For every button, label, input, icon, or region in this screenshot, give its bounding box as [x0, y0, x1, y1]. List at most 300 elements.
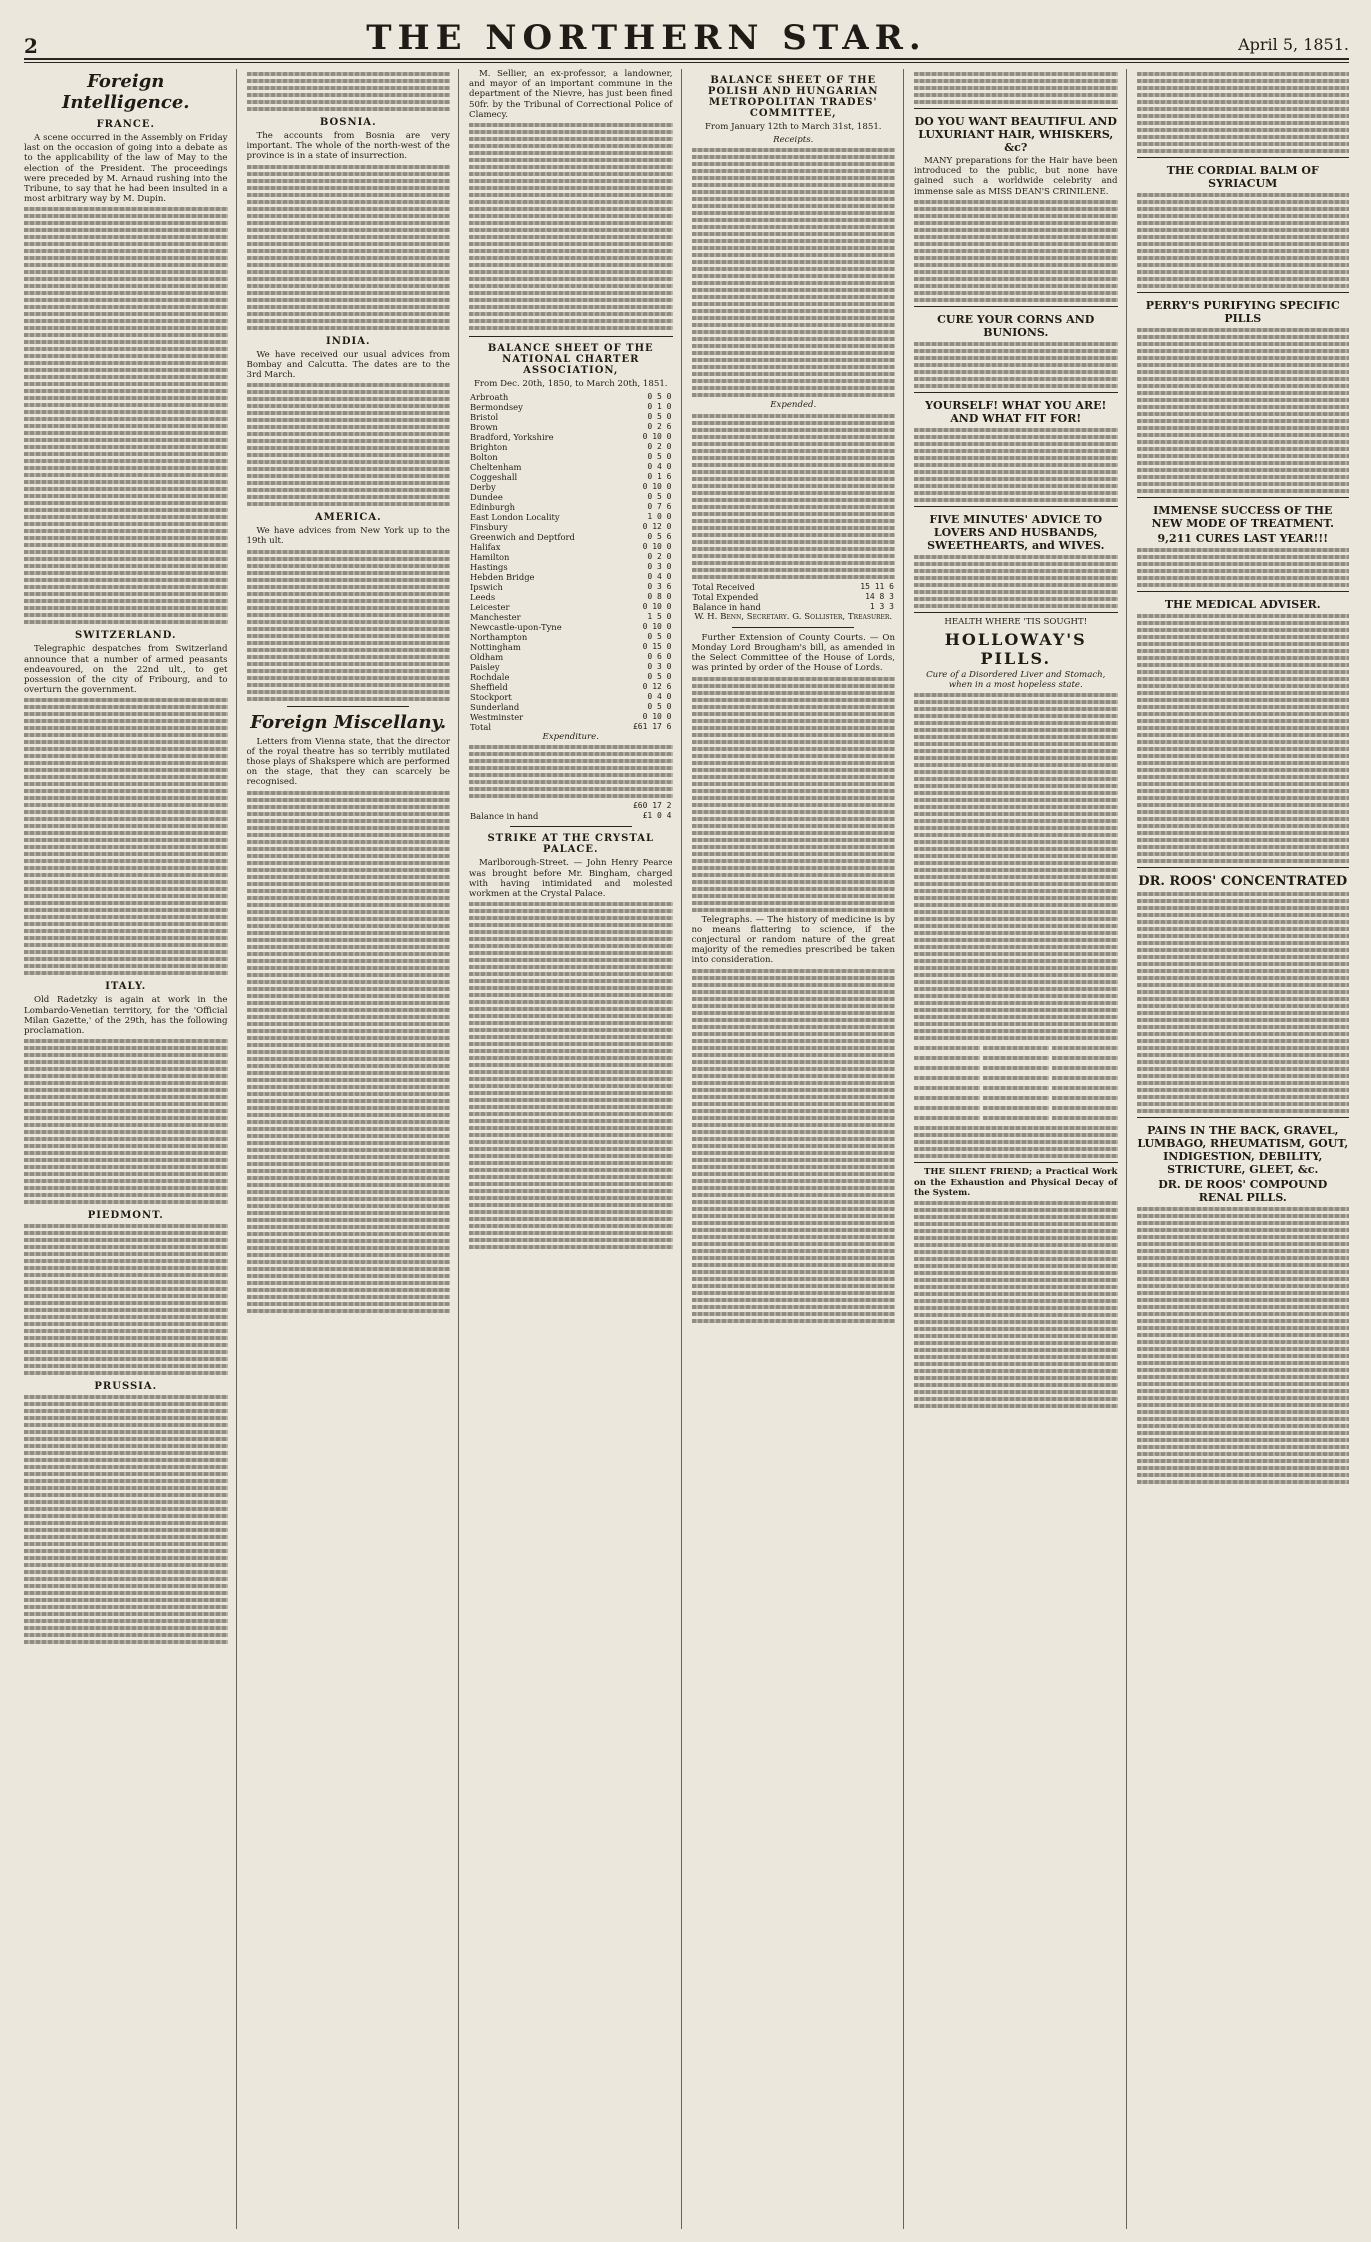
text-line [692, 684, 896, 688]
advert-medical-adviser [1137, 591, 1350, 863]
text-line [692, 1319, 896, 1323]
heading-bosnia: BOSNIA. [319, 117, 377, 128]
text-line [469, 1154, 673, 1158]
text-line [247, 994, 451, 998]
advert-holloway-heading: HOLLOWAY'S PILLS. [944, 630, 1087, 669]
text-line [24, 964, 228, 968]
receipt-place: Cheltenham [470, 462, 522, 473]
text-line [1137, 1340, 1350, 1344]
receipt-row [469, 472, 673, 482]
text-line [692, 990, 896, 994]
text-line [24, 396, 228, 400]
text-line [914, 1147, 1118, 1151]
heading-prussia: PRUSSIA. [94, 1381, 158, 1393]
text-line [692, 1242, 896, 1246]
text-line [469, 1063, 673, 1067]
text-line [24, 452, 228, 456]
text-line [247, 1253, 451, 1257]
text-line [247, 1176, 451, 1180]
text-line [24, 354, 228, 358]
text-line [469, 305, 673, 309]
text-line [692, 831, 896, 835]
text-line [469, 773, 673, 777]
text-line [24, 284, 228, 288]
text-line [247, 200, 451, 204]
text-line [469, 1245, 673, 1249]
text-line [24, 1465, 228, 1469]
text-line [692, 1151, 896, 1155]
text-line [247, 179, 451, 183]
text-line [692, 470, 896, 474]
text-line [247, 432, 451, 436]
text-line [1137, 983, 1350, 987]
text-line [24, 557, 228, 561]
text-line [1137, 1221, 1350, 1225]
text-line [469, 1070, 673, 1074]
text-line [24, 873, 228, 877]
text-line [914, 1022, 1118, 1026]
receipt-place: Sheffield [470, 682, 508, 693]
text-line [469, 214, 673, 218]
text-line [914, 966, 1118, 970]
text-line [914, 917, 1118, 921]
text-line [24, 1444, 228, 1448]
text-line [1137, 1298, 1350, 1302]
text-line [692, 239, 896, 243]
text-line [469, 151, 673, 155]
text-line [1137, 1277, 1350, 1281]
advert-immense-success [1137, 497, 1350, 587]
text-line [247, 875, 451, 879]
text-line [24, 1109, 228, 1113]
text-line [692, 253, 896, 257]
text-line [914, 1133, 1118, 1137]
text-line [247, 1309, 451, 1313]
text-line [24, 501, 228, 505]
receipt-place: Derby [470, 482, 496, 493]
text-line [247, 613, 451, 617]
text-line [914, 1390, 1118, 1394]
receipt-row [469, 552, 673, 562]
text-line [247, 1232, 451, 1236]
text-line [914, 604, 1118, 608]
text-line [1137, 121, 1350, 125]
text-line [692, 575, 896, 579]
text-line [914, 1046, 980, 1050]
text-line [692, 281, 896, 285]
text-line [469, 752, 673, 756]
text-line [24, 431, 228, 435]
text-line [469, 745, 673, 749]
text-line [247, 495, 451, 499]
text-line [1137, 391, 1350, 395]
receipt-amount: 0 15 0 [642, 642, 672, 652]
receipt-row [469, 502, 673, 512]
text-line [24, 1556, 228, 1560]
text-line [469, 951, 673, 955]
text-line [692, 1004, 896, 1008]
text-line [1137, 906, 1350, 910]
text-line [914, 1362, 1118, 1366]
text-line [247, 917, 451, 921]
advert-hair-heading: DO YOU WANT BEAUTIFUL AND LUXURIANT HAIR, WHISKERS, &c? [914, 115, 1117, 154]
text-line [692, 260, 896, 264]
text-line [914, 784, 1118, 788]
advert-holloway [914, 612, 1118, 1159]
receipts-label: Receipts. [773, 135, 814, 146]
receipt-row [469, 562, 673, 572]
text-line [914, 370, 1118, 374]
text-line [914, 987, 1118, 991]
text-line [1137, 1270, 1350, 1274]
text-line [1137, 899, 1350, 903]
text-line [1137, 1382, 1350, 1386]
text-line [692, 845, 896, 849]
text-line [24, 1088, 228, 1092]
advert-silent-friend [914, 1162, 1118, 1408]
total-label: Total [470, 722, 492, 733]
text-line [692, 1207, 896, 1211]
text-line [914, 1264, 1118, 1268]
text-line [24, 326, 228, 330]
text-line [914, 1383, 1118, 1387]
text-line [24, 747, 228, 751]
text-line [247, 550, 451, 554]
text-line [24, 263, 228, 267]
receipt-row [469, 522, 673, 532]
text-line [692, 442, 896, 446]
receipt-amount: 0 4 0 [647, 462, 672, 472]
text-line [914, 1086, 980, 1090]
text-line [24, 1640, 228, 1644]
text-line [24, 1584, 228, 1588]
text-line [469, 1105, 673, 1109]
text-line [24, 480, 228, 484]
text-line [914, 597, 1118, 601]
text-line [692, 1123, 896, 1127]
text-line [914, 875, 1118, 879]
text-line [247, 585, 451, 589]
advert-roos-concentrated [1137, 867, 1350, 1113]
text-line [914, 763, 1118, 767]
advert-five-minutes [914, 506, 1118, 608]
text-line [914, 428, 1118, 432]
article-miscellany: Letters from Vienna state, that the director of the royal theatre has so terribly mutilated those plays of Shakspere which are performed on the stage, that they can scarcely be recognised. [246, 736, 450, 788]
text-line [914, 86, 1118, 90]
balance-sheet-title: BALANCE SHEET OF THE NATIONAL CHARTER ASSOCIATION, [487, 343, 654, 377]
polish-balance-title: BALANCE SHEET OF THE POLISH AND HUNGARIAN METROPOLITAN TRADES' COMMITTEE, [707, 75, 879, 119]
receipt-place: Northampton [470, 632, 528, 643]
text-line [247, 319, 451, 323]
text-line [469, 1000, 673, 1004]
text-line [247, 1085, 451, 1089]
text-line [1137, 1389, 1350, 1393]
text-line [914, 959, 1118, 963]
text-line [1137, 228, 1350, 232]
newspaper-title: THE NORTHERN STAR. [366, 18, 927, 58]
text-line [1137, 562, 1350, 566]
text-line [247, 627, 451, 631]
text-line [24, 256, 228, 260]
advert-pains-in-back [1137, 1117, 1350, 1484]
receipt-row [469, 422, 673, 432]
text-line [247, 896, 451, 900]
text-line [24, 1402, 228, 1406]
text-line [469, 158, 673, 162]
text-line [24, 592, 228, 596]
text-line [1137, 656, 1350, 660]
text-line [24, 1472, 228, 1476]
text-line [914, 491, 1118, 495]
text-line [24, 1437, 228, 1441]
text-line [247, 1260, 451, 1264]
receipt-row [469, 412, 673, 422]
text-line [24, 1514, 228, 1518]
text-line [692, 1144, 896, 1148]
text-line [469, 923, 673, 927]
text-line [1137, 803, 1350, 807]
text-line [914, 994, 1118, 998]
text-line [469, 319, 673, 323]
advert-silent-friend-heading: THE SILENT FRIEND; a Practical Work on the Exhaustion and Physical Decay of the System. [914, 1167, 1118, 1198]
text-line [469, 207, 673, 211]
text-line [24, 221, 228, 225]
text-line [692, 1039, 896, 1043]
text-line [24, 340, 228, 344]
text-line [692, 1263, 896, 1267]
text-line [24, 375, 228, 379]
receipt-row [469, 392, 673, 402]
section-heading-foreign-intelligence: Foreign Intelligence. [61, 71, 190, 113]
receipt-amount: 1 0 0 [647, 512, 672, 522]
text-line [247, 1246, 451, 1250]
text-line [914, 498, 1118, 502]
text-line [247, 861, 451, 865]
text-line [247, 1225, 451, 1229]
receipt-row [469, 582, 673, 592]
text-line [24, 1231, 228, 1235]
text-line [469, 930, 673, 934]
text-line [1137, 1466, 1350, 1470]
text-line [692, 484, 896, 488]
text-line [1137, 1361, 1350, 1365]
text-line [24, 1116, 228, 1120]
receipt-place: Halifax [470, 542, 501, 553]
text-line [24, 971, 228, 975]
text-line [1137, 200, 1350, 204]
text-line [914, 384, 1118, 388]
text-line [1137, 356, 1350, 360]
text-line [692, 976, 896, 980]
text-line [1137, 775, 1350, 779]
expended-label: Expended. [770, 400, 817, 411]
text-line [247, 655, 451, 659]
divider [732, 627, 854, 628]
text-line [24, 1179, 228, 1183]
article-county-courts: Further Extension of County Courts. — On Monday Lord Brougham's bill, as amended in the Select Committee of the House of Lords, was printed by order of the House of Lords. [691, 632, 895, 674]
text-line [24, 578, 228, 582]
text-line [692, 323, 896, 327]
text-line [1137, 1459, 1350, 1463]
text-line [24, 908, 228, 912]
text-line [1137, 1312, 1350, 1316]
text-line [24, 228, 228, 232]
text-line [914, 569, 1118, 573]
text-line [914, 242, 1118, 246]
receipt-row [469, 572, 673, 582]
text-line [469, 909, 673, 913]
advert-roos-heading: DR. ROOS' CONCENTRATED [1138, 874, 1348, 889]
advert-five-minutes-heading: FIVE MINUTES' ADVICE TO LOVERS AND HUSBANDS, SWEETHEARTS, and WIVES. [927, 512, 1105, 552]
text-line [692, 330, 896, 334]
text-line [692, 880, 896, 884]
receipt-row [469, 592, 673, 602]
text-line [692, 358, 896, 362]
receipt-place: Bolton [470, 452, 498, 463]
text-line [1137, 1207, 1350, 1211]
receipt-place: Hamilton [470, 552, 510, 563]
text-line [469, 986, 673, 990]
receipt-row [469, 642, 673, 652]
polish-balance-label: Balance in hand [692, 601, 761, 612]
text-line [247, 648, 451, 652]
text-line [914, 590, 1118, 594]
text-line [914, 235, 1118, 239]
text-line [692, 761, 896, 765]
text-line [1137, 1053, 1350, 1057]
text-line [692, 540, 896, 544]
text-line [247, 557, 451, 561]
text-line [24, 445, 228, 449]
text-line [1137, 72, 1350, 76]
receipt-place: Brighton [470, 442, 508, 453]
text-line [692, 288, 896, 292]
text-line [247, 683, 451, 687]
text-line [24, 536, 228, 540]
text-line [692, 691, 896, 695]
text-line [692, 435, 896, 439]
text-line [1137, 1445, 1350, 1449]
text-line [692, 1130, 896, 1134]
text-line [1137, 941, 1350, 945]
text-line [1137, 1249, 1350, 1253]
text-line [247, 980, 451, 984]
text-line [914, 1096, 980, 1100]
text-line [24, 943, 228, 947]
receipt-row [469, 602, 673, 612]
text-line [692, 1067, 896, 1071]
text-line [1137, 1368, 1350, 1372]
text-line [24, 277, 228, 281]
text-line [1137, 628, 1350, 632]
text-line [1137, 349, 1350, 353]
text-line [247, 460, 451, 464]
receipt-place: Brown [470, 422, 498, 433]
text-line [1137, 1214, 1350, 1218]
text-line [469, 766, 673, 770]
text-line [914, 1126, 1118, 1130]
text-line [469, 1035, 673, 1039]
text-line [914, 456, 1118, 460]
text-line [1137, 761, 1350, 765]
text-line [692, 1312, 896, 1316]
text-line [914, 221, 1118, 225]
receipt-place: Bermondsey [470, 402, 523, 413]
text-line [1137, 1319, 1350, 1323]
text-line [1137, 263, 1350, 267]
column-4 [692, 69, 905, 2229]
text-line [247, 1239, 451, 1243]
text-line [914, 1236, 1118, 1240]
text-line [247, 805, 451, 809]
text-line [24, 1409, 228, 1413]
text-line [1137, 990, 1350, 994]
column-6 [1137, 69, 1350, 2229]
text-line [24, 1074, 228, 1078]
text-line [692, 421, 896, 425]
text-line [247, 1057, 451, 1061]
text-line [1137, 1046, 1350, 1050]
text-line [1137, 454, 1350, 458]
advert-holloway-sub: Cure of a Disordered Liver and Stomach, when in a most hopeless state. [926, 670, 1106, 691]
text-line [1137, 1333, 1350, 1337]
text-line [247, 791, 451, 795]
advert-immense-heading: IMMENSE SUCCESS OF THE NEW MODE OF TREATMENT. [1151, 504, 1334, 530]
text-line [1137, 128, 1350, 132]
text-line [24, 1102, 228, 1106]
text-line [692, 162, 896, 166]
text-line [1137, 86, 1350, 90]
text-line [692, 803, 896, 807]
heading-piedmont: PIEDMONT. [87, 1210, 164, 1222]
text-line [692, 148, 896, 152]
text-line [1137, 1011, 1350, 1015]
text-line [247, 1064, 451, 1068]
text-line [469, 172, 673, 176]
text-line [247, 966, 451, 970]
text-line [692, 246, 896, 250]
text-line [692, 414, 896, 418]
text-line [914, 1306, 1118, 1310]
text-line [692, 561, 896, 565]
text-line [914, 1404, 1118, 1408]
column-5 [914, 69, 1127, 2229]
text-line [914, 945, 1118, 949]
text-line [469, 284, 673, 288]
text-line [247, 1267, 451, 1271]
text-line [1137, 934, 1350, 938]
text-line [692, 1256, 896, 1260]
text-line [692, 302, 896, 306]
text-line [24, 1158, 228, 1162]
text-line [24, 319, 228, 323]
text-line [1137, 242, 1350, 246]
text-line [247, 100, 451, 104]
receipt-amount: 0 5 0 [647, 392, 672, 402]
text-line [24, 620, 228, 624]
text-line [24, 845, 228, 849]
receipt-amount: 0 10 0 [642, 622, 672, 632]
text-line [24, 880, 228, 884]
receipt-row [469, 432, 673, 442]
text-line [914, 861, 1118, 865]
text-line [1137, 114, 1350, 118]
text-line [24, 1252, 228, 1256]
text-line [692, 969, 896, 973]
text-line [1052, 1066, 1118, 1070]
text-line [1137, 79, 1350, 83]
text-line [24, 866, 228, 870]
